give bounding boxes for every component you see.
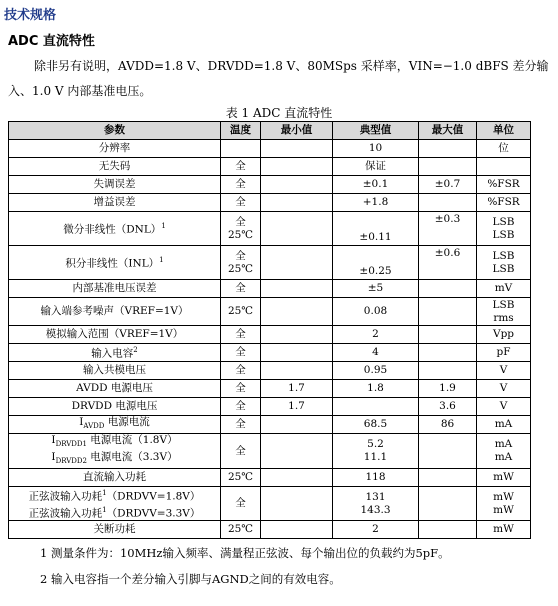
cell-max [419,158,477,176]
cell-typ: 0.95 [333,362,419,380]
param-rest: 电源电流（1.8V） [86,434,178,447]
cell-param: 关断功耗 [9,521,221,539]
param-sub: DRVDD1 [55,440,87,449]
cell-temp: 全 [221,487,261,521]
cell-min [261,212,333,246]
cell-max [419,246,477,280]
cell-max [419,469,477,487]
cell-min [261,158,333,176]
cell-unit: mA [477,416,531,434]
cell-typ: 4 [333,344,419,362]
cell-unit: V [477,398,531,416]
footnote-1: 1 测量条件为：10MHz输入频率、满量程正弦波、每个输出位的负载约为5pF。 [40,546,450,560]
table-row [9,212,531,246]
cell-typ [333,487,419,521]
cell-param [9,434,221,469]
cell-min [261,326,333,344]
cell-max: 86 [419,416,477,434]
footnote-ref: 1 [102,489,107,498]
temp-line2: 25℃ [227,262,254,275]
cell-typ: 118 [333,469,419,487]
cell-max: ±0.7 [419,176,477,194]
param-sub: DRVDD2 [55,457,87,466]
cell-unit: 位 [477,140,531,158]
footnote-ref: 1 [159,256,164,265]
cell-param [9,416,221,434]
cell-unit: pF [477,344,531,362]
cell-typ: ±0.1 [333,176,419,194]
cell-min [261,280,333,298]
footnote-ref: 2 [133,346,138,355]
cell-max [419,362,477,380]
cell-max [419,212,477,246]
cell-min [261,434,333,469]
param-rest: 电源电流 [104,416,150,428]
table-row [9,326,531,344]
cell-temp: 全 [221,280,261,298]
cell-min [261,176,333,194]
cell-temp: 25℃ [221,298,261,326]
cell-param: 直流输入功耗 [9,469,221,487]
cell-min [261,344,333,362]
header-unit: 单位 [477,122,531,140]
table-row [9,362,531,380]
cell-max [419,298,477,326]
cell-temp: 25℃ [221,521,261,539]
cell-typ: 0.08 [333,298,419,326]
table-row [9,194,531,212]
cell-temp: 全 [221,416,261,434]
cell-unit [477,212,531,246]
table-row [9,344,531,362]
cell-max [419,194,477,212]
adc-dc-spec-table [8,121,531,539]
param-main: I [51,451,56,464]
cell-param: 输入共模电压 [9,362,221,380]
cell-max: 3.6 [419,398,477,416]
param-text: 积分非线性（INL） [65,257,160,270]
cell-param [9,246,221,280]
cell-min: 1.7 [261,398,333,416]
cell-typ [333,246,419,280]
cell-param: 内部基准电压误差 [9,280,221,298]
param-text: 正弦波输入功耗 [28,507,103,520]
cell-min [261,521,333,539]
cell-param: 增益误差 [9,194,221,212]
cell-unit [477,158,531,176]
cell-unit: %FSR [477,194,531,212]
cell-typ: 2 [333,521,419,539]
table-header-row [9,122,531,140]
unit-line1: LSB [492,298,515,311]
cell-param [9,487,221,521]
cell-temp [221,246,261,280]
table-row [9,176,531,194]
cell-param: 无失码 [9,158,221,176]
cell-typ: ±5 [333,280,419,298]
cell-typ: +1.8 [333,194,419,212]
cell-unit: Vpp [477,326,531,344]
table-row [9,298,531,326]
param-rest: （DRDVV=3.3V） [106,507,201,520]
sub-title: ADC 直流特性 [8,34,95,49]
cell-max [419,487,477,521]
table-row [9,487,531,521]
table-row [9,434,531,469]
cell-typ [333,398,419,416]
param-text: 正弦波输入功耗 [28,490,103,503]
param-rest: （DRDVV=1.8V） [106,490,201,503]
header-param: 参数 [9,122,221,140]
cell-unit [477,434,531,469]
cell-max [419,434,477,469]
cell-min [261,298,333,326]
cell-unit: mW [477,469,531,487]
cell-max: 1.9 [419,380,477,398]
cell-min [261,469,333,487]
cell-temp: 全 [221,326,261,344]
table-row [9,280,531,298]
cell-param: 模拟输入范围（VREF=1V） [9,326,221,344]
cell-min [261,416,333,434]
temp-line1: 全 [235,249,246,262]
cell-unit: mV [477,280,531,298]
cell-max [419,521,477,539]
cell-max [419,280,477,298]
param-sub: AVDD [83,422,105,431]
cell-min [261,487,333,521]
intro-paragraph [8,54,556,104]
header-typ: 典型值 [333,122,419,140]
cell-unit: V [477,362,531,380]
param-line2 [11,451,218,468]
cell-temp: 全 [221,344,261,362]
cell-min [261,140,333,158]
cell-temp: 全 [221,362,261,380]
cell-unit: mW [477,521,531,539]
cell-temp: 全 [221,176,261,194]
table-row [9,469,531,487]
cell-param: DRVDD 电源电压 [9,398,221,416]
param-line1 [11,434,218,451]
table-caption: 表 1 ADC 直流特性 [225,106,333,120]
unit-line2: LSB [492,262,515,275]
cell-typ: 保证 [333,158,419,176]
param-line2 [11,504,218,521]
section-title: 技术规格 [4,8,57,23]
footnote-ref: 1 [102,505,107,514]
cell-param: 输入端参考噪声（VREF=1V） [9,298,221,326]
table-row [9,140,531,158]
cell-unit [477,487,531,521]
cell-typ [333,434,419,469]
cell-temp [221,140,261,158]
typ-line1: 131 [365,490,386,503]
cell-max [419,140,477,158]
typ-line1: 5.2 [367,438,384,451]
cell-min: 1.7 [261,380,333,398]
param-main: I [79,416,84,428]
cell-param [9,344,221,362]
cell-temp: 全 [221,158,261,176]
max-line1: ±0.3 [434,213,461,225]
cell-temp: 全 [221,434,261,469]
cell-max [419,326,477,344]
unit-line2: mA [494,451,513,464]
cell-temp [221,212,261,246]
cell-param: 分辨率 [9,140,221,158]
cell-unit: %FSR [477,176,531,194]
typ-line2: 143.3 [360,503,391,516]
cell-max [419,344,477,362]
cell-min [261,246,333,280]
typ-line2: ±0.11 [359,231,392,243]
cell-typ: 1.8 [333,380,419,398]
cell-param: AVDD 电源电压 [9,380,221,398]
param-text: 输入电容 [91,347,134,360]
typ-line2: ±0.25 [359,265,392,277]
unit-line1: LSB [492,249,515,262]
typ-line2: 11.1 [363,451,388,464]
param-line1 [11,487,218,504]
header-min: 最小值 [261,122,333,140]
cell-min [261,194,333,212]
footnote-2: 2 输入电容指一个差分输入引脚与AGND之间的有效电容。 [40,572,341,586]
table-row [9,246,531,280]
cell-min [261,362,333,380]
unit-line1: LSB [492,215,515,228]
cell-unit [477,246,531,280]
cell-typ: 68.5 [333,416,419,434]
unit-line2: LSB [492,228,515,241]
param-main: I [51,434,56,447]
param-rest: 电源电流（3.3V） [86,451,178,464]
table-row [9,521,531,539]
cell-unit [477,298,531,326]
cell-typ: 2 [333,326,419,344]
cell-unit: V [477,380,531,398]
cell-typ: 10 [333,140,419,158]
cell-temp: 全 [221,194,261,212]
unit-line1: mA [494,438,513,451]
cell-temp: 25℃ [221,469,261,487]
intro-text: 除非另有说明，AVDD=1.8 V、DRVDD=1.8 V、80MSps 采样率，VIN=−1.0 dBFS 差分输入、1.0 V 内部基准电压。 [8,59,549,98]
temp-line1: 全 [235,215,246,228]
table-row [9,398,531,416]
cell-temp: 全 [221,380,261,398]
max-line1: ±0.6 [434,247,461,259]
cell-param: 失调误差 [9,176,221,194]
table-row [9,158,531,176]
footnote-ref: 1 [161,222,166,231]
header-max: 最大值 [419,122,477,140]
unit-line2: mW [493,503,514,516]
unit-line2: rms [493,311,514,324]
unit-line1: mW [493,490,514,503]
cell-temp: 全 [221,398,261,416]
param-text: 微分非线性（DNL） [63,223,162,236]
table-row [9,380,531,398]
header-temp: 温度 [221,122,261,140]
cell-param [9,212,221,246]
cell-typ [333,212,419,246]
temp-line2: 25℃ [227,228,254,241]
table-row [9,416,531,434]
